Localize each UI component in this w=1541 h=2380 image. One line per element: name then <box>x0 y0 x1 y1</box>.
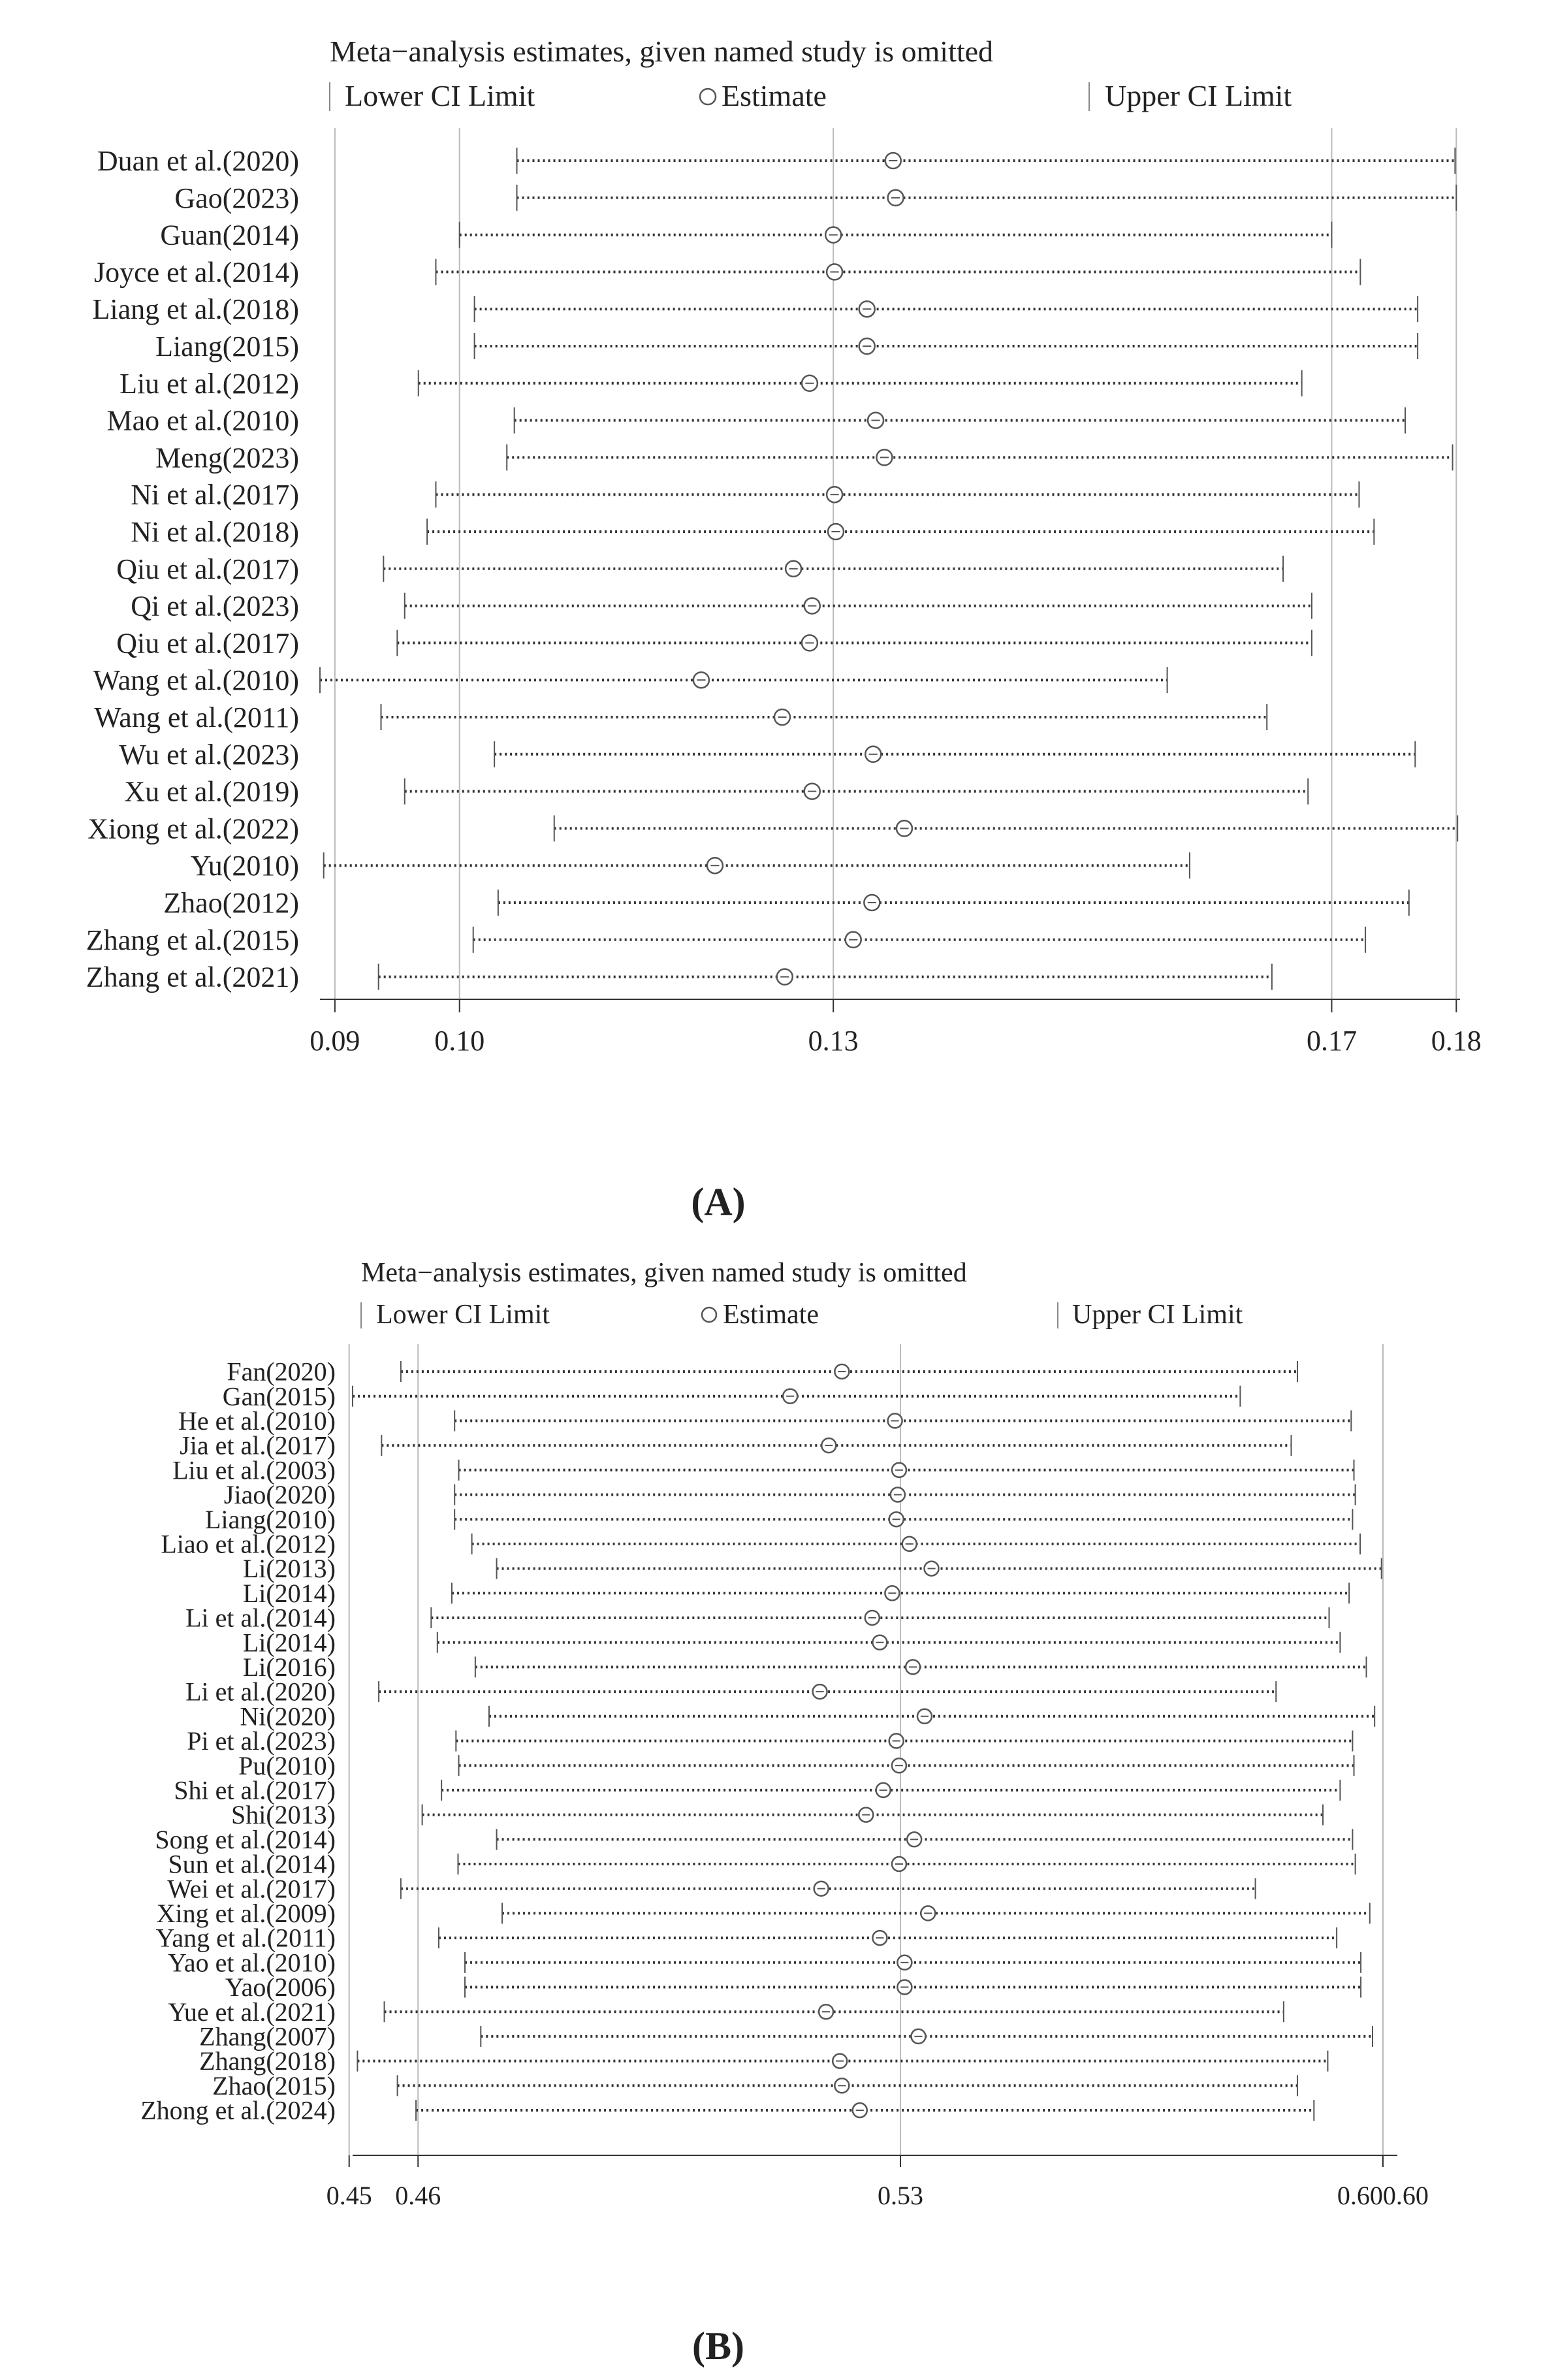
study-label: Wang et al.(2011) <box>94 701 299 733</box>
study-row <box>238 1751 1354 1780</box>
panel-a-title: Meta−analysis estimates, given named study is omitted <box>330 35 994 68</box>
study-label: Gan(2015) <box>222 1381 336 1411</box>
study-label: Li et al.(2014) <box>185 1603 336 1633</box>
study-row <box>97 145 1455 177</box>
study-row <box>155 442 1453 474</box>
study-label: Li et al.(2020) <box>185 1677 336 1707</box>
study-row <box>205 1505 1352 1534</box>
study-row <box>185 1603 1329 1633</box>
study-label: Gao(2023) <box>174 182 299 214</box>
study-label: He et al.(2010) <box>178 1406 336 1436</box>
study-label: Xiong et al.(2022) <box>87 812 299 845</box>
study-label: Zhang(2007) <box>199 2021 336 2051</box>
study-label: Zhang et al.(2015) <box>86 924 299 956</box>
study-label: Song et al.(2014) <box>155 1824 336 1854</box>
panel-a-x-axis <box>310 999 1481 1057</box>
x-tick-label: 0.46 <box>395 2181 441 2210</box>
study-row <box>87 812 1457 844</box>
study-label: Pi et al.(2023) <box>187 1726 336 1756</box>
study-row <box>94 256 1360 288</box>
study-label: Liang(2015) <box>155 330 299 362</box>
study-label: Zhang(2018) <box>199 2046 336 2076</box>
study-row <box>187 1726 1352 1756</box>
study-label: Shi(2013) <box>231 1800 336 1830</box>
panel-b-legend-estimate-marker <box>702 1308 716 1322</box>
study-label: Shi et al.(2017) <box>174 1775 336 1805</box>
study-row <box>178 1406 1351 1436</box>
x-tick-label: 0.09 <box>310 1025 360 1057</box>
study-row <box>86 961 1272 993</box>
study-label: Liang(2010) <box>205 1504 336 1534</box>
study-label: Wang et al.(2010) <box>93 664 299 697</box>
study-row <box>199 2046 1327 2076</box>
study-label: Xing et al.(2009) <box>156 1899 336 1928</box>
study-label: Ni(2020) <box>240 1701 336 1731</box>
study-row <box>116 627 1312 659</box>
study-label: Meng(2023) <box>155 442 299 474</box>
panel-a <box>86 35 1482 1223</box>
study-label: Zhang et al.(2021) <box>86 961 299 993</box>
study-row <box>163 887 1408 919</box>
study-row <box>243 1554 1382 1583</box>
study-label: Yao et al.(2010) <box>167 1948 336 1978</box>
study-label: Yao(2006) <box>225 1972 336 2002</box>
panel-a-gridlines <box>335 128 1456 999</box>
study-row <box>131 479 1359 511</box>
panel-b-legend-estimate-label: Estimate <box>723 1300 819 1330</box>
panel-b-legend-lower-label: Lower CI Limit <box>376 1300 550 1330</box>
panel-b-rows <box>140 1357 1382 2125</box>
study-row <box>116 553 1283 585</box>
study-label: Zhong et al.(2024) <box>140 2095 336 2125</box>
study-label: Qiu et al.(2017) <box>116 627 299 660</box>
panel-b-caption: (B) <box>692 2324 744 2368</box>
study-row <box>243 1652 1367 1682</box>
study-row <box>93 293 1418 325</box>
study-label: Li(2016) <box>242 1652 336 1682</box>
study-row <box>243 1579 1349 1608</box>
panel-a-legend-upper-label: Upper CI Limit <box>1105 79 1292 112</box>
study-label: Jia et al.(2017) <box>180 1430 336 1460</box>
x-tick-label: 0.60 <box>1337 2181 1383 2210</box>
study-label: Jiao(2020) <box>223 1480 336 1510</box>
study-row <box>93 664 1168 696</box>
study-row <box>119 368 1302 400</box>
panel-a-caption: (A) <box>691 1180 746 1223</box>
x-tick-label: 0.18 <box>1431 1025 1482 1057</box>
study-row <box>157 1899 1370 1928</box>
study-label: Liu et al.(2003) <box>172 1455 336 1485</box>
x-tick-label: 0.60 <box>1382 2181 1429 2210</box>
study-row <box>199 2022 1373 2051</box>
x-tick-label: 0.10 <box>434 1025 485 1057</box>
study-label: Li(2014) <box>242 1578 336 1608</box>
study-row <box>240 1701 1374 1731</box>
study-row <box>174 182 1456 214</box>
study-row <box>168 1850 1355 1879</box>
study-label: Duan et al.(2020) <box>97 144 299 177</box>
study-label: Sun et al.(2014) <box>168 1849 336 1879</box>
study-label: Pu(2010) <box>238 1750 336 1780</box>
study-label: Liao et al.(2012) <box>161 1529 336 1559</box>
study-row <box>86 924 1365 956</box>
study-label: Liu et al.(2012) <box>119 367 299 400</box>
panel-a-legend <box>330 79 1292 112</box>
study-row <box>224 1480 1356 1509</box>
panel-b-title: Meta−analysis estimates, given named study is omitted <box>361 1258 967 1288</box>
study-label: Li(2013) <box>242 1554 336 1584</box>
study-label: Joyce et al.(2014) <box>94 256 299 289</box>
study-row <box>140 2096 1314 2125</box>
x-tick-label: 0.17 <box>1306 1025 1357 1057</box>
study-label: Ni et al.(2017) <box>131 479 299 511</box>
panel-b-x-axis <box>326 2155 1429 2210</box>
study-row <box>231 1800 1323 1829</box>
study-label: Xu et al.(2019) <box>124 775 299 808</box>
study-row <box>160 219 1331 251</box>
study-label: Li(2014) <box>242 1628 336 1658</box>
panel-b-gridlines <box>349 1344 1383 2155</box>
study-label: Zhao(2015) <box>212 2070 336 2100</box>
study-row <box>225 1972 1361 2002</box>
study-row <box>168 1948 1361 1977</box>
study-label: Guan(2014) <box>160 219 299 251</box>
study-label: Zhao(2012) <box>163 886 299 919</box>
study-label: Liang et al.(2018) <box>92 293 299 326</box>
study-label: Wei et al.(2017) <box>167 1874 336 1904</box>
panel-a-legend-lower-label: Lower CI Limit <box>345 79 535 112</box>
panel-b-legend-upper-label: Upper CI Limit <box>1072 1300 1243 1330</box>
study-row <box>131 590 1312 622</box>
study-label: Mao et al.(2010) <box>106 404 299 437</box>
study-label: Fan(2020) <box>227 1357 336 1387</box>
study-row <box>243 1628 1341 1657</box>
study-row <box>119 739 1415 771</box>
study-label: Yue et al.(2021) <box>168 1997 336 2027</box>
study-row <box>161 1530 1360 1559</box>
study-row <box>212 2071 1297 2100</box>
study-row <box>223 1381 1241 1411</box>
study-label: Qiu et al.(2017) <box>116 553 299 585</box>
panel-b-legend <box>361 1300 1243 1330</box>
study-row <box>227 1357 1297 1387</box>
study-label: Wu et al.(2023) <box>119 738 299 771</box>
study-row <box>107 405 1406 437</box>
study-label: Qi et al.(2023) <box>131 590 299 622</box>
study-row <box>180 1431 1291 1460</box>
study-label: Yang et al.(2011) <box>155 1923 336 1953</box>
study-row <box>124 776 1308 808</box>
x-tick-label: 0.13 <box>808 1025 859 1057</box>
study-label: Yu(2010) <box>190 850 299 882</box>
study-row <box>94 701 1267 733</box>
panel-a-rows <box>86 145 1457 993</box>
study-row <box>191 850 1190 882</box>
study-label: Ni et al.(2018) <box>131 515 299 548</box>
x-tick-label: 0.45 <box>326 2181 372 2210</box>
panel-a-legend-estimate-marker <box>700 89 716 105</box>
x-tick-label: 0.53 <box>878 2181 924 2210</box>
panel-b <box>140 1258 1429 2368</box>
study-row <box>131 516 1374 548</box>
study-row <box>155 330 1418 362</box>
panel-a-legend-estimate-label: Estimate <box>722 79 827 112</box>
